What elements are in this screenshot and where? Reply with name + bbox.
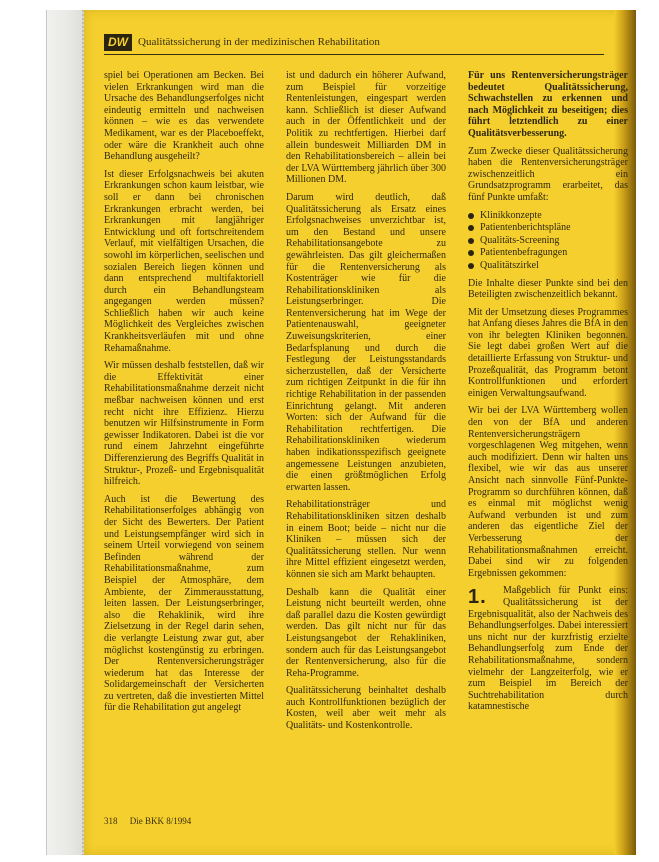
bullet-icon xyxy=(468,225,474,231)
paragraph: Zum Zwecke dieser Qualitätssicherung haben die Rentenversicherungsträger zwischenzeitlich ein Grundsatzprogramm erarbeitet, das fünf Punkte umfaßt: xyxy=(468,145,628,203)
paragraph: Darum wird deutlich, daß Qualitätssicherung als Ersatz eines Erfolgsnachweises unverzichtbar ist, um den Bestand und unsere Rehabilitationsangebote zu gewährleisten. Das gilt gleichermaßen für die Rentenversicherung als Kostenträger wie für die Rehabilitationskliniken als Leistungserbringer. Die Rentenversicherung hat im Wege der Patientenauswahl, geeigneter Zuweisungskriterien, einer Bedarfsplanung und durch die Festlegung der Leistungsstandards sicherzustellen, daß der Versicherte zum richtigen Zeitpunkt in die für ihn richtige Rehabilitation in der passenden Einrichtung gelangt. Mit anderen Worten: sich der Aufwand für die Rehabilitation rechtfertigen. Die Rehabilitationskliniken wiederum haben indikationsspezifisch geeignete angemessene Leistungen anzubieten, die einen größtmöglichen Erfolg erwarten lassen. xyxy=(286,191,446,493)
paragraph: Qualitätssicherung beinhaltet deshalb auch Kontrollfunktionen bezüglich der Kosten, weil aber weit mehr als Qualitäts- und Kostenkontrolle. xyxy=(286,685,446,732)
paragraph: Deshalb kann die Qualität einer Leistung nicht beurteilt werden, ohne daß parallel dazu die Kosten gewürdigt werden. Das gilt nicht nur für das Leistungsangebot der Rehakliniken, sondern auch für das Leistungsangebot der Rentenversicherung, also für die Reha-Programme. xyxy=(286,586,446,679)
paragraph: Ist dieser Erfolgsnachweis bei akuten Erkrankungen schon kaum leistbar, wie soll er dann bei chronischen Erkrankungen erbracht werden, bei Erkrankungen mit langjähriger Entwicklung und oft fortschreitendem Verlauf, mit vielfältigen Ursachen, die sowohl im körperlichen, seelischen und sozialen Bereich liegen können und dann entsprechend multifaktoriell durch ein Behandlungsteam angegangen werden müssen? Schließlich haben wir auch keine Möglichkeit des Vergleiches zwischen Krankheitsverläufen mit und ohne Rehamaßnahme. xyxy=(104,168,264,354)
list-item: Klinikkonzepte xyxy=(468,210,628,222)
text-column-1 xyxy=(104,70,264,810)
bullet-icon xyxy=(468,263,474,269)
list-item: Patientenbefragungen xyxy=(468,247,628,259)
journal-logo: DW xyxy=(104,34,132,51)
paragraph-text: Maßgeblich für Punkt eins: Qualitätssicherung ist der Ergebnisqualität, also der Nachweis des Behandlungserfolges. Dabei interessiert uns nicht nur der kurzfristig erzielte Behandlungserfolg zum Ende der Rehabilitationsmaßnahme, sondern vielmehr der Langzeiterfolg, wie er zum Beispiel im Bereich der Suchtrehabilitation durch katamnestische xyxy=(468,585,628,713)
paragraph: Rehabilitationsträger und Rehabilitationskliniken sitzen deshalb in einem Boot; beide – nicht nur die Kliniken – müssen sich der Qualitätssicherung stellen. Nur wenn ihre Mittel effizient eingesetzt werden, können sie sich am Markt behaupten. xyxy=(286,499,446,580)
book-page xyxy=(84,10,636,855)
paragraph: Auch ist die Bewertung des Rehabilitationserfolges abhängig von der Sicht des Bewerters. Der Patient und Leistungsempfänger wird sich in seinem Urteil vorwiegend von seinem Befinden während der Rehabilitationsmaßnahme, zum Beispiel der Atmosphäre, dem Ambiente, der Zimmerausstattung, leiten lassen. Der Leistungserbringer, also die Rehaklinik, wird ihre Zielsetzung in der Regel darin sehen, die verlangte Leistung zwar gut, aber möglichst kostengünstig zu erbringen. Der Rentenversicherungsträger wiederum hat das Interesse der Solidargemeinschaft der Versicherten zu vertreten, daß die investierten Mittel für die Rehabilitation gut angelegt xyxy=(104,493,264,714)
bullet-icon xyxy=(468,250,474,256)
page-number: 318 xyxy=(104,816,118,826)
dropcap-numeral: 1. xyxy=(468,586,487,609)
bullet-icon xyxy=(468,213,474,219)
paragraph: Wir müssen deshalb feststellen, daß wir die Effektivität einer Rehabilitationsmaßnahme derzeit nicht meßbar nachweisen können und erst recht nicht ihre Effizienz. Hierzu benutzen wir Hilfsinstrumente in Form gewisser Indikatoren. Dabei ist die vor rund einem Jahrzehnt eingeführte Differenzierung des Begriffs Qualität in Struktur-, Prozeß- und Ergebnisqualität hilfreich. xyxy=(104,360,264,488)
text-column-2 xyxy=(286,70,446,810)
paragraph: spiel bei Operationen am Becken. Bei vielen Erkrankungen wird man die Ursache des Behandlungserfolges nicht eindeutig ermitteln und nachweisen können – wie es das verwendete Medikament, war es der Placeboeffekt, oder wäre die Krankheit auch ohne Behandlung ausgeheilt? xyxy=(104,70,264,163)
page-footer xyxy=(104,816,191,826)
list-item: Patientenberichtspläne xyxy=(468,222,628,234)
bullet-list xyxy=(468,210,628,272)
text-column-3 xyxy=(468,70,628,810)
issue-label: Die BKK 8/1994 xyxy=(129,816,192,826)
list-item: Qualitäts-Screening xyxy=(468,235,628,247)
paragraph: Die Inhalte dieser Punkte sind bei den Beteiligten zwischenzeitlich bekannt. xyxy=(468,277,628,301)
running-title: Qualitätssicherung in der medizinischen Rehabilitation xyxy=(138,36,380,48)
paragraph: ist und dadurch ein höherer Aufwand, zum Beispiel für vorzeitige Rentenleistungen, eingespart werden kann. Schließlich ist dieser Aufwand auch in der Öffentlichkeit und der Politik zu rechtfertigen. Hierbei darf allein bundesweit Milliarden DM in den Rehabilitationsbereich – allein bei der LVA Württemberg jährlich über 300 Millionen DM. xyxy=(286,70,446,186)
list-item: Qualitätszirkel xyxy=(468,260,628,272)
bullet-icon xyxy=(468,238,474,244)
lead-paragraph: Für uns Rentenversicherungsträger bedeutet Qualitätssicherung, Schwachstellen zu erkennen und nach Möglichkeit zu beseitigen; dies führt letztendlich zu einer Qualitätsverbesserung. xyxy=(468,70,628,139)
book-page-edge xyxy=(46,10,85,855)
paragraph: Wir bei der LVA Württemberg wollen den von der BfA und anderen Rentenversicherungsträgern vorgeschlagenen Weg mitgehen, wenn auch modifiziert. Denn wir halten uns flexibel, wie wir das aus unserer Ansicht nach sinnvolle Fünf-Punkte-Programm so durchführen können, daß es einmal mit möglichst wenig Aufwand verbunden ist und zum anderen das eigentliche Ziel der Verbesserung der Rehabilitationsmaßnahmen erreicht. Dabei sind wir zu folgenden Ergebnissen gekommen: xyxy=(468,405,628,579)
dropcap-paragraph xyxy=(468,585,628,713)
page-header xyxy=(104,34,604,55)
paragraph: Mit der Umsetzung dieses Programmes hat Anfang dieses Jahres die BfA in den von ihr belegten Kliniken begonnen. Sie legt dabei großen Wert auf die detaillierte Erfassung von Struktur- und Prozeßqualität, das Programm betont Kontrollfunktionen und erfordert einigen Verwaltungsaufwand. xyxy=(468,306,628,399)
